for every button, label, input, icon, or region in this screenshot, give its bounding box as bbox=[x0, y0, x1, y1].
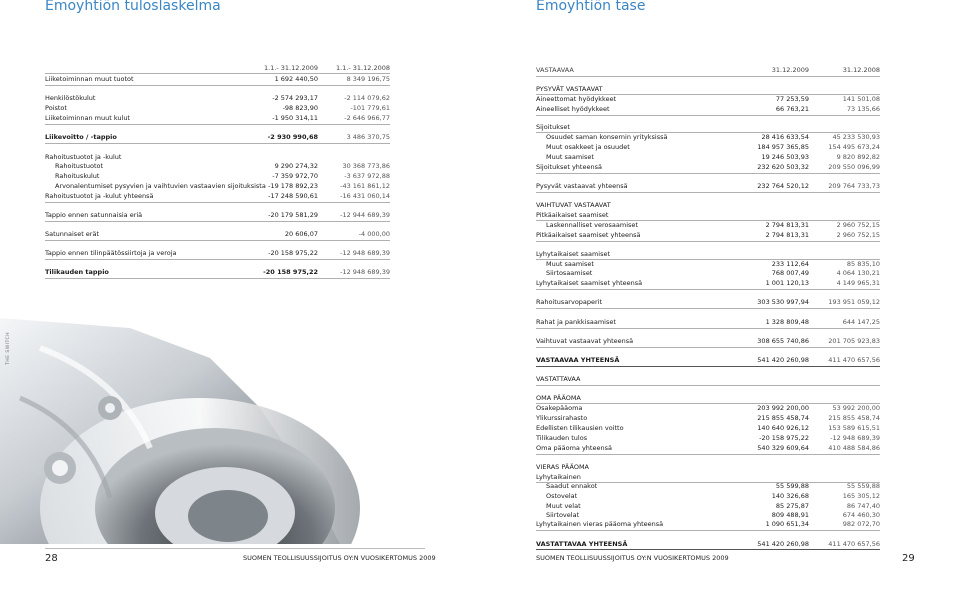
divider bbox=[536, 241, 880, 242]
income-col1-header: 1.1.- 31.12.2009 bbox=[263, 64, 318, 72]
balance-row: Ylikurssirahasto 215 855 458,74 215 855 458,74 bbox=[536, 414, 880, 422]
balance-row: Lyhytaikainen vieras pääoma yhteensä 1 090 651,34 982 072,70 bbox=[536, 520, 880, 528]
income-row: Liiketoiminnan muut tuotot 1 692 440,50 8 349 196,75 bbox=[45, 75, 390, 83]
divider bbox=[536, 173, 880, 174]
divider bbox=[536, 347, 880, 348]
metal-part-photo bbox=[0, 318, 360, 544]
balance-row: Pysyvät vastaavat yhteensä 232 764 520,12 209 764 733,73 bbox=[536, 182, 880, 190]
balance-row: VASTAAVAA YHTEENSÄ 541 420 260,98 411 470 657,56 bbox=[536, 356, 880, 364]
divider bbox=[536, 549, 880, 550]
balance-row: Aineettomat hyödykkeet 77 253,59 141 501,08 bbox=[536, 95, 880, 103]
balance-row: Edellisten tilikausien voitto 140 640 926,12 153 589 615,51 bbox=[536, 424, 880, 432]
balance-row: VASTATTAVAA YHTEENSÄ 541 420 260,98 411 470 657,56 bbox=[536, 540, 880, 548]
income-row: Tilikauden tappio -20 158 975,22 -12 948 689,39 bbox=[45, 268, 390, 276]
divider bbox=[536, 385, 880, 386]
balance-row: Rahoitusarvopaperit 303 530 997,94 193 951 059,12 bbox=[536, 298, 880, 306]
balance-row: Tilikauden tulos -20 158 975,22 -12 948 689,39 bbox=[536, 434, 880, 442]
balance-row: Saadut ennakot 55 599,88 55 559,88 bbox=[546, 482, 880, 490]
income-col2-header: 1.1.- 31.12.2008 bbox=[335, 64, 390, 72]
income-row: Tappio ennen satunnaisia eriä -20 179 581,29 -12 944 689,39 bbox=[45, 211, 390, 219]
footer-rule-left bbox=[45, 548, 425, 549]
balance-row: Osakepääoma 203 992 200,00 53 992 200,00 bbox=[536, 404, 880, 412]
income-row: Arvonalentumiset pysyvien ja vaihtuvien vastaavien sijoituksista -19 178 892,23 -43 161 861,12 bbox=[55, 182, 390, 190]
divider bbox=[45, 202, 390, 203]
balance-row: Vaihtuvat vastaavat yhteensä 308 655 740,86 201 705 923,83 bbox=[536, 337, 880, 345]
income-row: Rahoitustuotot ja -kulut bbox=[45, 153, 122, 161]
balance-row: VAIHTUVAT VASTAAVAT bbox=[536, 201, 611, 209]
income-row: Henkilöstökulut -2 574 293,17 -2 114 079,62 bbox=[45, 94, 390, 102]
balance-row: VASTATTAVAA bbox=[536, 375, 581, 383]
income-row: Satunnaiset erät 20 606,07 -4 000,00 bbox=[45, 230, 390, 238]
balance-row: Laskennalliset verosaamiset 2 794 813,31 2 960 752,15 bbox=[546, 221, 880, 229]
balance-row: Rahat ja pankkisaamiset 1 328 809,48 644 147,25 bbox=[536, 318, 880, 326]
balance-row: Siirtovelat 809 488,91 674 460,30 bbox=[546, 511, 880, 519]
income-row: Liiketoiminnan muut kulut -1 950 314,11 -2 646 966,77 bbox=[45, 114, 390, 122]
divider bbox=[536, 366, 880, 367]
balance-row: Muut saamiset 19 246 503,93 9 820 892,82 bbox=[546, 153, 880, 161]
balance-row: VIERAS PÄÄOMA bbox=[536, 463, 589, 471]
balance-row: Siirtosaamiset 768 007,49 4 064 130,21 bbox=[546, 269, 880, 277]
divider bbox=[45, 143, 390, 144]
photo-credit: THE SWITCH bbox=[6, 331, 11, 365]
balance-row: Sijoitukset yhteensä 232 620 503,32 209 550 096,99 bbox=[536, 163, 880, 171]
income-row: Rahoituskulut -7 359 972,70 -3 637 972,88 bbox=[55, 172, 390, 180]
balance-row: Sijoitukset bbox=[536, 123, 570, 131]
divider bbox=[536, 289, 880, 290]
income-statement-title: Emoyhtiön tuloslaskelma bbox=[45, 0, 221, 14]
balance-row: Osuudet saman konsernin yrityksissä 28 416 633,54 45 233 530,93 bbox=[546, 133, 880, 141]
metal-part-illustration bbox=[0, 318, 360, 544]
balance-row: Pitkäaikaiset saamiset bbox=[536, 211, 609, 219]
divider bbox=[536, 530, 880, 531]
divider bbox=[536, 76, 880, 77]
divider bbox=[45, 124, 390, 125]
balance-row: OMA PÄÄOMA bbox=[536, 394, 581, 402]
page-number-right: 29 bbox=[902, 553, 915, 564]
divider bbox=[45, 221, 390, 222]
balance-row: Ostovelat 140 326,68 165 305,12 bbox=[546, 492, 880, 500]
balance-row: Lyhytaikainen bbox=[536, 473, 581, 481]
footer-text-left: SUOMEN TEOLLISUUSSIJOITUS OY:N VUOSIKERTOMUS 2009 bbox=[243, 554, 436, 562]
footer-text-right: SUOMEN TEOLLISUUSSIJOITUS OY:N VUOSIKERTOMUS 2009 bbox=[536, 554, 729, 562]
income-row: Rahoitustuotot ja -kulut yhteensä -17 248 590,61 -16 431 060,14 bbox=[45, 192, 390, 200]
divider bbox=[536, 115, 880, 116]
divider bbox=[536, 328, 880, 329]
balance-row: PYSYVÄT VASTAAVAT bbox=[536, 85, 603, 93]
divider bbox=[536, 192, 880, 193]
income-row: Poistot -98 823,90 -101 779,61 bbox=[45, 104, 390, 112]
income-row: Tappio ennen tilinpäätössiirtoja ja veroja -20 158 975,22 -12 948 689,39 bbox=[45, 249, 390, 257]
balance-row: Lyhytaikaiset saamiset bbox=[536, 250, 611, 258]
balance-header-row: VASTAAVAA 31.12.2009 31.12.2008 bbox=[536, 66, 880, 74]
divider bbox=[536, 308, 880, 309]
income-row: Rahoitustuotot 9 290 274,32 30 368 773,86 bbox=[55, 162, 390, 170]
balance-row: Muut osakkeet ja osuudet 184 957 365,85 154 495 673,24 bbox=[546, 143, 880, 151]
page-number-left: 28 bbox=[45, 553, 58, 564]
divider bbox=[45, 240, 390, 241]
balance-sheet-title: Emoyhtiön tase bbox=[536, 0, 646, 14]
balance-row: Muut saamiset 233 112,64 85 835,10 bbox=[546, 260, 880, 268]
balance-row: Muut velat 85 275,87 86 747,40 bbox=[546, 502, 880, 510]
divider bbox=[45, 85, 390, 86]
divider bbox=[536, 454, 880, 455]
divider bbox=[45, 259, 390, 260]
balance-row: Lyhytaikaiset saamiset yhteensä 1 001 120,13 4 149 965,31 bbox=[536, 279, 880, 287]
balance-row: Oma pääoma yhteensä 540 329 609,64 410 488 584,86 bbox=[536, 444, 880, 452]
balance-row: Pitkäaikaiset saamiset yhteensä 2 794 813,31 2 960 752,15 bbox=[536, 231, 880, 239]
income-header-row bbox=[45, 63, 390, 73]
income-row: Liikevoitto / -tappio -2 930 990,68 3 486 370,75 bbox=[45, 133, 390, 141]
divider bbox=[45, 278, 390, 279]
balance-row: Aineelliset hyödykkeet 66 763,21 73 135,66 bbox=[536, 105, 880, 113]
